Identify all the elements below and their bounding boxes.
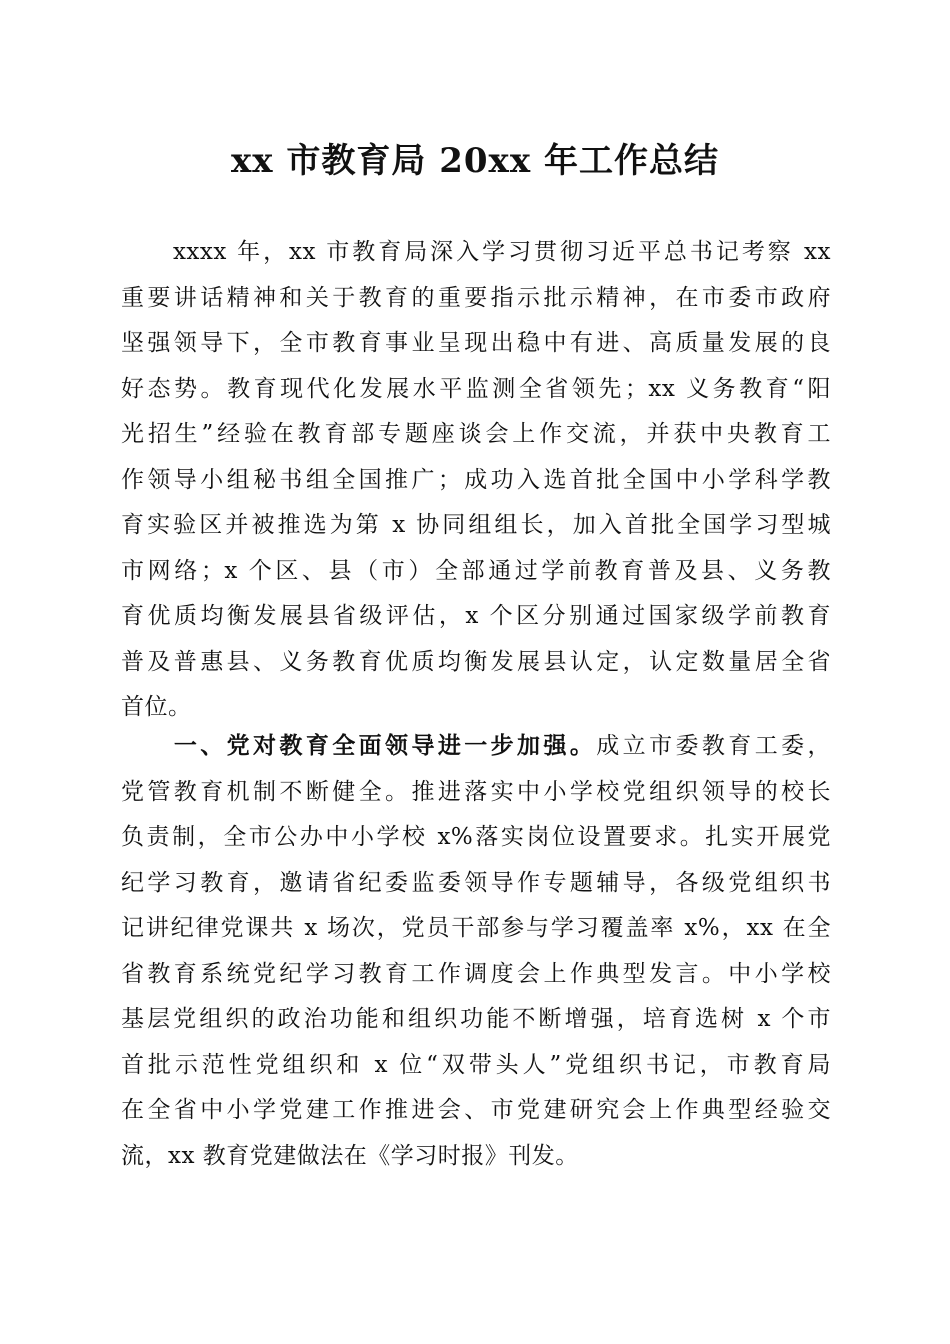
text-line: 负责制，全市公办中小学校 x%落实岗位设置要求。扎实开展党 bbox=[121, 824, 831, 850]
text-line: 作领导小组秘书组全国推广；成功入选首批全国中小学科学教 bbox=[121, 466, 831, 493]
paragraph-party-leadership bbox=[121, 724, 831, 1179]
text-line: 党管教育机制不断健全。推进落实中小学校党组织领导的校长 bbox=[121, 778, 831, 805]
text-line: 基层党组织的政治功能和组织功能不断增强，培育选树 x 个市 bbox=[121, 1006, 831, 1032]
text-line: 重要讲话精神和关于教育的重要指示批示精神，在市委市政府 bbox=[121, 284, 831, 311]
text-line: 在全省中小学党建工作推进会、市党建研究会上作典型经验交 bbox=[121, 1097, 831, 1123]
text-line: 好态势。教育现代化发展水平监测全省领先；xx 义务教育“阳 bbox=[121, 375, 831, 402]
text-line: 省教育系统党纪学习教育工作调度会上作典型发言。中小学校 bbox=[121, 960, 831, 987]
text-line: xxxx 年，xx 市教育局深入学习贯彻习近平总书记考察 xx bbox=[121, 239, 831, 265]
text-line: 市网络；x 个区、县（市）全部通过学前教育普及县、义务教 bbox=[121, 557, 831, 584]
text-line: 流，xx 教育党建做法在《学习时报》刊发。 bbox=[121, 1142, 579, 1169]
text-line: 坚强领导下，全市教育事业呈现出稳中有进、高质量发展的良 bbox=[121, 330, 831, 356]
text-line: 育优质均衡发展县省级评估，x 个区分别通过国家级学前教育 bbox=[121, 603, 831, 629]
text-line: 首批示范性党组织和 x 位“双带头人”党组织书记，市教育局 bbox=[121, 1051, 831, 1078]
paragraph-intro bbox=[121, 230, 831, 731]
text-line: 普及普惠县、义务教育优质均衡发展县认定，认定数量居全省 bbox=[121, 648, 831, 675]
text-line: 首位。 bbox=[121, 694, 192, 720]
text-line-first bbox=[121, 724, 831, 770]
section-heading: 一、党对教育全面领导进一步加强。 bbox=[173, 733, 597, 759]
text-line: 记讲纪律党课共 x 场次，党员干部参与学习覆盖率 x%，xx 在全 bbox=[121, 915, 831, 941]
text-line: 纪学习教育，邀请省纪委监委领导作专题辅导，各级党组织书 bbox=[121, 869, 831, 896]
document-title: xx 市教育局 20xx 年工作总结 bbox=[231, 141, 719, 181]
text-fragment: 成立市委教育工委， bbox=[596, 733, 832, 759]
text-line: 光招生”经验在教育部专题座谈会上作交流，并获中央教育工 bbox=[121, 421, 831, 447]
text-line: 育实验区并被推选为第 x 协同组组长，加入首批全国学习型城 bbox=[121, 512, 831, 538]
